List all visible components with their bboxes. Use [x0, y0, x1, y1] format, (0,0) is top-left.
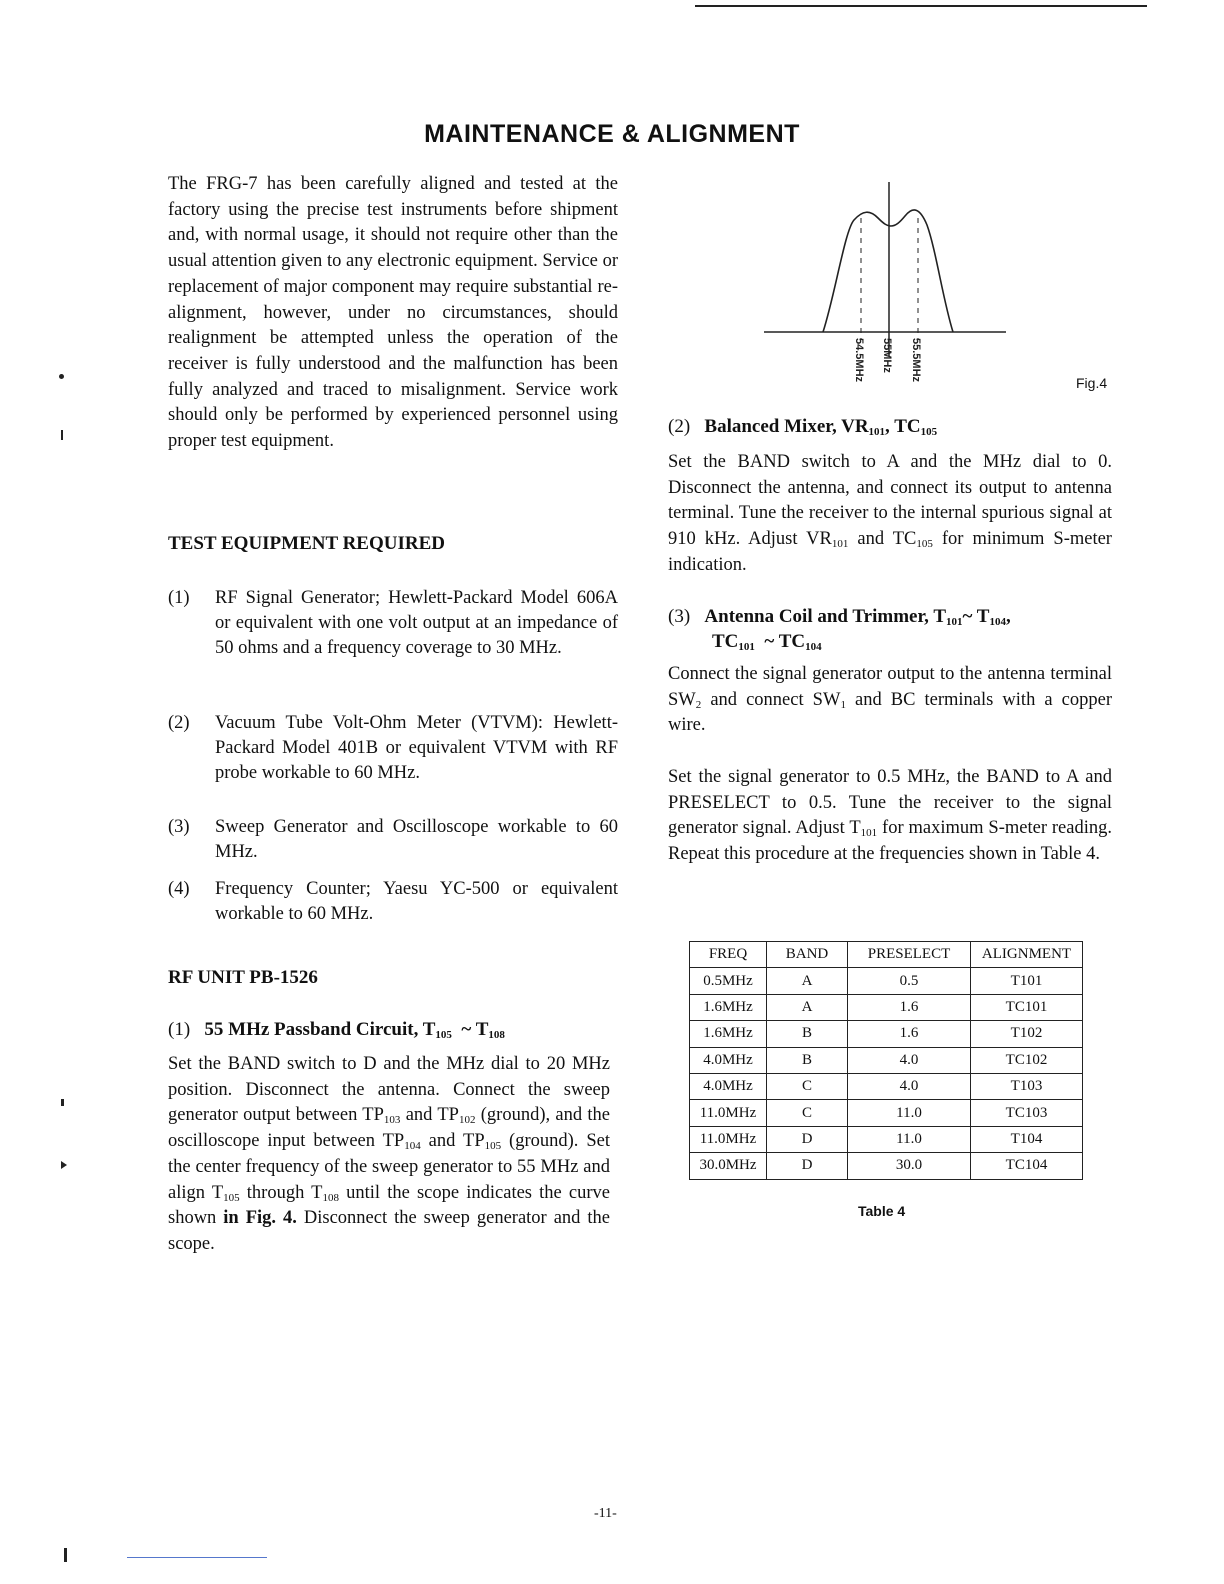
table-row: 0.5MHz A 0.5 T101 [690, 968, 1083, 994]
section1-body: Set the BAND switch to D and the MHz dial to 20 MHz position. Disconnect the antenna. Connect the sweep generator output between $TP_{103}$ and $TP_{102}$ (ground), and the oscilloscope input between $TP_{104}$ and $TP_{105}$ (ground). Set the center frequency of the sweep generator to 55 MHz and align $T_{105}$ through $T_{108}$ until the scope indicates the curve shown in Fig. 4. Disconnect the sweep generator and the scope. [168, 1054, 611, 1254]
freq-label-low: 54.5MHz [853, 338, 865, 383]
margin-mark [59, 374, 64, 379]
table-row: 1.6MHz B 1.6 T102 [690, 1021, 1083, 1047]
header-freq: FREQ [690, 942, 767, 968]
section3-body-2: Set the signal generator to 0.5 MHz, the BAND to A and PRESELECT to 0.5. Tune the receiver to the signal generator signal. Adjust $T_{101}$ for maximum S-meter reading. Repeat this procedure at the frequencies shown in Table 4. [668, 767, 1112, 865]
page-number: -11- [594, 1506, 617, 1521]
item-text: Frequency Counter; Yaesu YC-500 or equivalent workable to 60 MHz. [215, 879, 618, 924]
header-alignment: ALIGNMENT [971, 942, 1083, 968]
margin-mark [61, 1161, 67, 1169]
equipment-item [168, 586, 618, 686]
section-number: (1) [168, 1019, 191, 1040]
margin-mark [64, 1548, 67, 1562]
section2-body: Set the BAND switch to A and the MHz dial to 0. Disconnect the antenna, and connect its output to antenna terminal. Tune the receiver to the internal spurious signal at 910 kHz. Adjust $VR_{101}$ and $TC_{105}$ for minimum S-meter indication. [668, 452, 1112, 575]
item-number: (2) [168, 713, 190, 733]
top-rule [695, 5, 1147, 7]
section3-body-1: Connect the signal generator output to the antenna terminal $SW_2$ and connect $SW_1$ and BC terminals with a copper wire. [668, 664, 1112, 736]
table-caption: Table 4 [858, 1203, 906, 1219]
margin-mark [61, 430, 63, 440]
intro-paragraph: The FRG-7 has been carefully aligned and tested at the factory using the precise test instruments before shipment and, with normal usage, it should not require other than the usual attention given to any electronic equipment. Service or replacement of major component may require substantial re-alignment, however, under no circumstances, should realignment be attempted unless the operation of the receiver is fully understood and the malfunction has been fully analyzed and traced to misalignment. Service work should only be performed by experienced personnel using proper test equipment. [168, 174, 618, 452]
test-equipment-heading: TEST EQUIPMENT REQUIRED [168, 533, 445, 554]
table-row: 1.6MHz A 1.6 TC101 [690, 994, 1083, 1020]
alignment-table [689, 941, 1083, 1180]
margin-mark [61, 1099, 64, 1106]
bottom-rule [127, 1557, 267, 1558]
figure-reference: in Fig. 4. [223, 1208, 297, 1229]
table-row: 30.0MHz D 30.0 TC104 [690, 1153, 1083, 1179]
table-row: 4.0MHz C 4.0 T103 [690, 1073, 1083, 1099]
item-text: Vacuum Tube Volt-Ohm Meter (VTVM): Hewlett-Packard Model 401B or equivalent VTVM with RF probe workable to 60 MHz. [215, 713, 618, 783]
table-row: 11.0MHz C 11.0 TC103 [690, 1100, 1083, 1126]
section3-heading: (3) Antenna Coil and Trimmer, $T_{101}\sim$ $T_{104}$, $TC_{101}$ ~ $TC_{104}$ [668, 606, 1011, 653]
passband-figure [760, 180, 1010, 390]
header-band: BAND [767, 942, 848, 968]
section1-heading: (1) 55 MHz Passband Circuit, $T_{105}$ ~ $T_{108}$ [168, 1019, 505, 1041]
table-row: 11.0MHz D 11.0 T104 [690, 1126, 1083, 1152]
section2-heading: (2) Balanced Mixer, $VR_{101}$, $TC_{105}$ [668, 416, 938, 438]
header-preselect: PRESELECT [848, 942, 971, 968]
item-text: Sweep Generator and Oscilloscope workable to 60 MHz. [215, 817, 618, 862]
rf-unit-heading: RF UNIT PB-1526 [168, 967, 318, 988]
figure-label: Fig.4 [1076, 375, 1108, 391]
equipment-item [168, 711, 618, 787]
item-text: RF Signal Generator; Hewlett-Packard Model 606A or equivalent with one volt output at an impedance of 50 ohms and a frequency coverage to 30 MHz. [215, 588, 618, 658]
passband-curve [823, 210, 953, 332]
equipment-item [168, 877, 618, 927]
item-number: (1) [168, 588, 190, 608]
section-number: (2) [668, 416, 691, 437]
table-row: 4.0MHz B 4.0 TC102 [690, 1047, 1083, 1073]
passband-curve-graphic [760, 180, 1010, 390]
table-header-row [690, 942, 1083, 968]
item-number: (4) [168, 879, 190, 899]
section-number: (3) [668, 606, 691, 627]
freq-label-center: 55MHz [881, 338, 893, 373]
item-number: (3) [168, 817, 190, 837]
page-title: MAINTENANCE & ALIGNMENT [424, 120, 800, 148]
equipment-item [168, 815, 618, 865]
freq-label-high: 55.5MHz [910, 338, 922, 383]
